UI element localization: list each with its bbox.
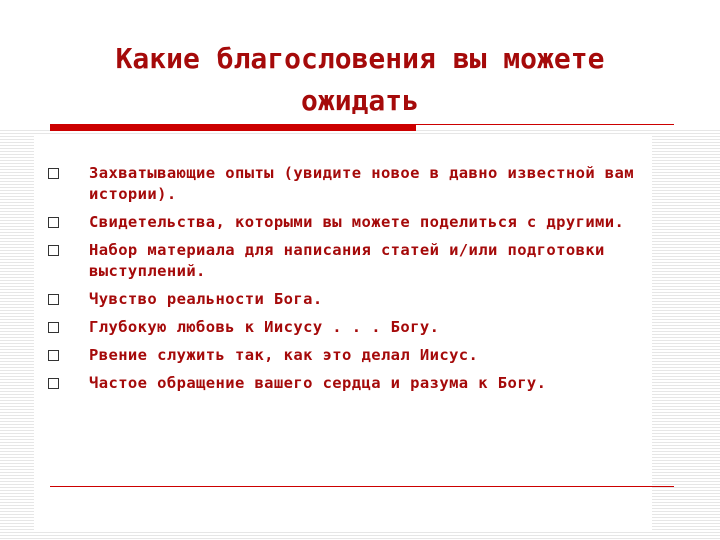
bullet-item <box>44 212 664 233</box>
title-underline-bar <box>50 124 416 131</box>
square-bullet-icon <box>48 350 59 361</box>
bottom-rule <box>50 486 674 487</box>
square-bullet-icon <box>48 294 59 305</box>
slide-title-line-2: ожидать <box>300 84 419 117</box>
bullet-item <box>44 289 664 310</box>
bullet-text: Чувство реальности Бога. <box>89 290 323 308</box>
square-bullet-icon <box>48 378 59 389</box>
title-underline-rule <box>416 124 674 125</box>
bullet-list <box>44 163 664 401</box>
square-bullet-icon <box>48 168 59 179</box>
bullet-text: Частое обращение вашего сердца и разума к Богу. <box>89 374 547 392</box>
square-bullet-icon <box>48 322 59 333</box>
bullet-item <box>44 345 664 366</box>
bullet-text: Набор материала для написания статей и/или подготовки выступлений. <box>89 241 605 280</box>
bullet-item <box>44 240 664 282</box>
square-bullet-icon <box>48 245 59 256</box>
slide-title <box>0 38 720 122</box>
bullet-text: Глубокую любовь к Иисусу . . . Богу. <box>89 318 440 336</box>
square-bullet-icon <box>48 217 59 228</box>
bullet-item <box>44 163 664 205</box>
bullet-item <box>44 317 664 338</box>
bullet-item <box>44 373 664 394</box>
bullet-text: Свидетельства, которыми вы можете поделиться с другими. <box>89 213 625 231</box>
bullet-text: Захватывающие опыты (увидите новое в давно известной вам истории). <box>89 164 634 203</box>
bullet-text: Рвение служить так, как это делал Иисус. <box>89 346 479 364</box>
slide-title-line-1: Какие благословения вы можете <box>115 42 605 75</box>
